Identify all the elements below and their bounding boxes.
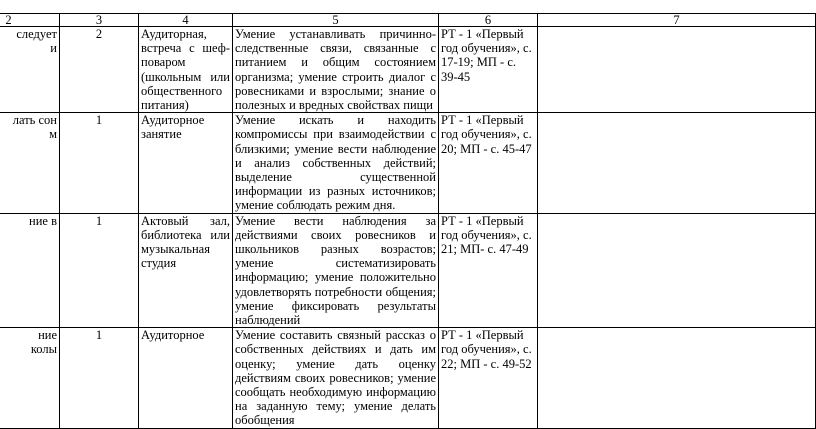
notes-cell [538, 328, 816, 429]
column-number-header: 5 [233, 14, 439, 27]
skills-cell: Умение вести наблюдения за действиями своих ровесников и школьников разных возрастов; умение систематизировать информацию; умение положительно удовлетворять потребности общения; умение фиксировать результаты наблюдений [233, 213, 439, 328]
notes-cell [538, 213, 816, 328]
topic-cell: ние в [0, 213, 60, 328]
materials-cell: РТ - 1 «Первый год обучения», с. 20; МП - с. 45-47 [439, 113, 538, 213]
skills-cell: Умение искать и находить компромиссы при взаимодействии с близкими; умение вести наблюдение и анализ собственных действий; выделение существенной информации из разных источников; умение соблюдать режим дня. [233, 113, 439, 213]
column-number-header: 6 [439, 14, 538, 27]
topic-cell: лать сон м [0, 113, 60, 213]
table-row [0, 27, 816, 113]
form-cell: Аудиторное занятие [139, 113, 233, 213]
hours-cell: 1 [60, 328, 139, 429]
hours-cell: 2 [60, 27, 139, 113]
column-number-header: 4 [139, 14, 233, 27]
materials-cell: РТ - 1 «Первый год обучения», с. 21; МП- с. 47-49 [439, 213, 538, 328]
notes-cell [538, 27, 816, 113]
topic-cell: ние колы [0, 328, 60, 429]
notes-cell [538, 113, 816, 213]
materials-cell: РТ - 1 «Первый год обучения», с. 17-19; МП - с. 39-45 [439, 27, 538, 113]
lesson-plan-table [0, 13, 816, 429]
table-row [0, 328, 816, 429]
hours-cell: 1 [60, 213, 139, 328]
skills-cell: Умение устанавливать причинно-следственные связи, связанные с питанием и общим состоянием организма; умение строить диалог с ровесниками и взрослыми; знание о полезных и вредных свойствах пищи [233, 27, 439, 113]
column-number-header: 3 [60, 14, 139, 27]
column-number-header: 2 [0, 14, 60, 27]
topic-cell: следует и [0, 27, 60, 113]
table-row [0, 213, 816, 328]
column-number-row [0, 14, 816, 27]
form-cell: Актовый зал, библиотека или музыкальная студия [139, 213, 233, 328]
form-cell: Аудиторная, встреча с шеф-поваром (школьным или общественного питания) [139, 27, 233, 113]
column-number-header: 7 [538, 14, 816, 27]
hours-cell: 1 [60, 113, 139, 213]
materials-cell: РТ - 1 «Первый год обучения», с. 22; МП - с. 49-52 [439, 328, 538, 429]
skills-cell: Умение составить связный рассказ о собственных действиях и дать им оценку; умение дать оценку действиям своих ровесников; умение сообщать необходимую информацию на заданную тему; умение делать обобщения [233, 328, 439, 429]
form-cell: Аудиторное [139, 328, 233, 429]
table-row [0, 113, 816, 213]
